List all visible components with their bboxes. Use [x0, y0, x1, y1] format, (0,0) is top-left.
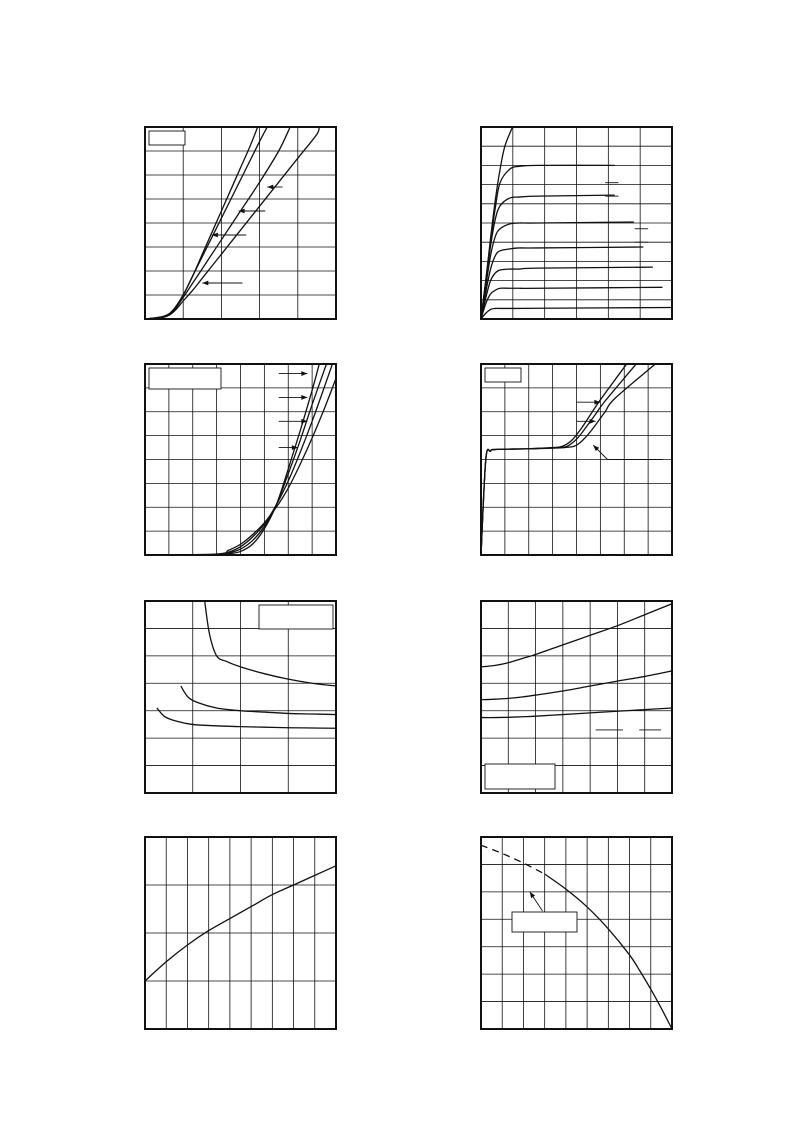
legend-box	[259, 605, 333, 629]
legend-box	[485, 764, 555, 789]
chart-p7	[145, 837, 336, 1029]
legend-box	[512, 912, 577, 932]
chart-p3	[145, 364, 336, 555]
legend-box	[149, 368, 221, 389]
plot-area	[481, 837, 672, 1029]
chart-p6	[481, 601, 672, 793]
chart-p8	[481, 837, 672, 1029]
chart-p2	[481, 127, 672, 319]
chart-p1	[145, 127, 336, 319]
legend-box	[149, 131, 185, 145]
chart-p4	[481, 364, 672, 555]
chart-p5	[145, 601, 336, 793]
legend-box	[485, 368, 521, 382]
